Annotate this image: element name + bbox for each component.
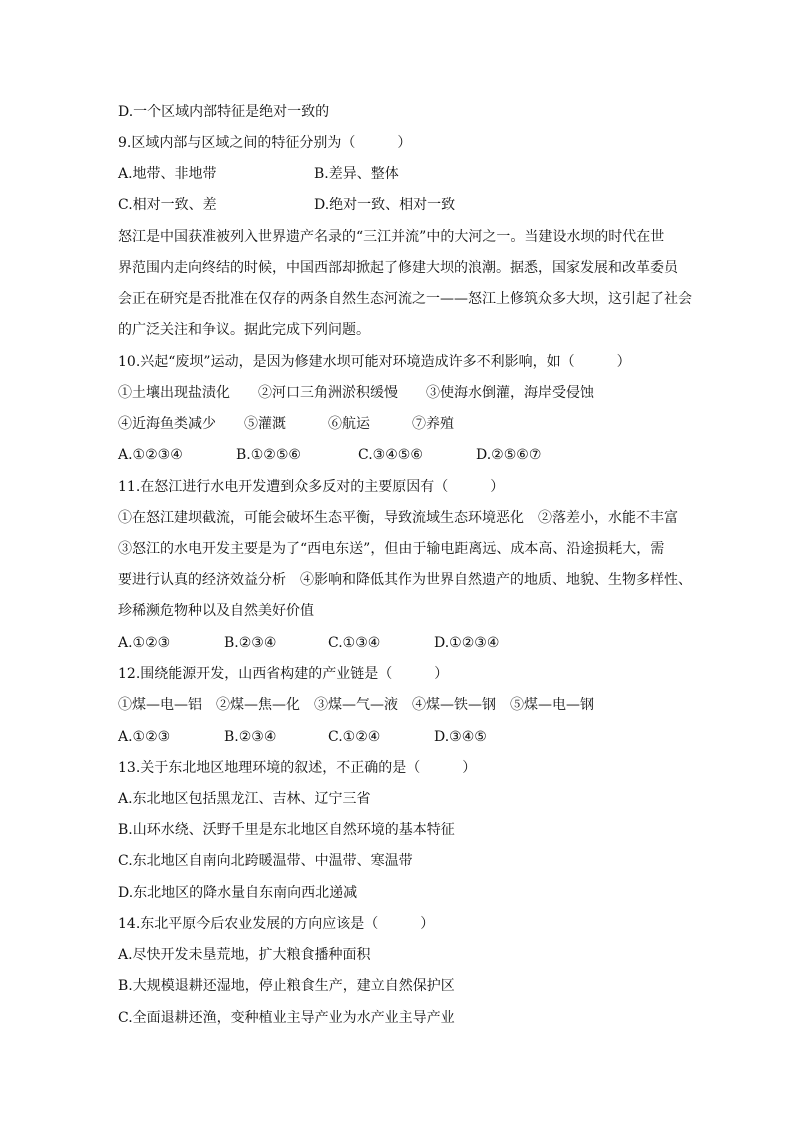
q10-statements-1: ①土壤出现盐渍化 ②河口三角洲淤积缓慢 ③使海水倒灌，海岸受侵蚀 bbox=[118, 385, 594, 401]
q11-statements-4: 珍稀濒危物种以及自然美好价值 bbox=[118, 603, 314, 619]
q14-option-b: B.大规模退耕还湿地，停止粮食生产，建立自然保护区 bbox=[118, 978, 455, 994]
q9-option-c: C.相对一致、差 bbox=[118, 197, 217, 213]
q10-stem: 10.兴起“废坝”运动，是因为修建水坝可能对环境造成许多不利影响，如（ ） bbox=[118, 354, 631, 370]
q9-stem: 9.区域内部与区域之间的特征分别为（ ） bbox=[118, 135, 412, 151]
q13-stem: 13.关于东北地区地理环境的叙述，不正确的是（ ） bbox=[118, 760, 477, 776]
q11-statements-3: 要进行认真的经济效益分析 ④影响和降低其作为世界自然遗产的地质、地貌、生物多样性、 bbox=[118, 572, 692, 588]
q11-statements-2: ③怒江的水电开发主要是为了“西电东送”，但由于输电距离远、成本高、沿途损耗大，需 bbox=[118, 541, 665, 557]
q10-statements-2: ④近海鱼类减少 ⑤灌溉 ⑥航运 ⑦养殖 bbox=[118, 416, 454, 432]
q8-option-d: D.一个区域内部特征是绝对一致的 bbox=[118, 104, 330, 120]
q13-option-a: A.东北地区包括黑龙江、吉林、辽宁三省 bbox=[118, 791, 371, 807]
q14-option-a: A.尽快开发未垦荒地，扩大粮食播种面积 bbox=[118, 947, 371, 963]
q10-option-a: A.①②③④ bbox=[118, 447, 183, 463]
q11-option-c: C.①③④ bbox=[328, 635, 381, 651]
q12-option-d: D.③④⑤ bbox=[434, 729, 487, 745]
q14-option-c: C.全面退耕还渔，变种植业主导产业为水产业主导产业 bbox=[118, 1010, 455, 1026]
q14-stem: 14.东北平原今后农业发展的方向应该是（ ） bbox=[118, 916, 435, 932]
q12-option-a: A.①②③ bbox=[118, 729, 171, 745]
q10-option-b: B.①②⑤⑥ bbox=[236, 447, 301, 463]
q9-option-a: A.地带、非地带 bbox=[118, 166, 217, 182]
q10-option-c: C.③④⑤⑥ bbox=[358, 447, 423, 463]
q12-option-c: C.①②④ bbox=[328, 729, 381, 745]
q11-option-d: D.①②③④ bbox=[434, 635, 500, 651]
q9-option-d: D.绝对一致、相对一致 bbox=[314, 197, 456, 213]
passage-line-3: 会正在研究是否批准在仅存的两条自然生态河流之一——怒江上修筑众多大坝，这引起了社会 bbox=[118, 291, 692, 307]
q13-option-b: B.山环水绕、沃野千里是东北地区自然环境的基本特征 bbox=[118, 822, 455, 838]
q11-statements-1: ①在怒江建坝截流，可能会破坏生态平衡，导致流域生态环境恶化 ②落差小，水能不丰富 bbox=[118, 510, 678, 526]
q12-option-b: B.②③④ bbox=[224, 729, 277, 745]
q11-option-a: A.①②③ bbox=[118, 635, 171, 651]
q12-statements: ①煤—电—铝 ②煤—焦—化 ③煤—气—液 ④煤—铁—钢 ⑤煤—电—钢 bbox=[118, 697, 594, 713]
q11-option-b: B.②③④ bbox=[224, 635, 277, 651]
q9-option-b: B.差异、整体 bbox=[314, 166, 399, 182]
passage-line-4: 的广泛关注和争议。据此完成下列问题。 bbox=[118, 322, 370, 338]
q12-stem: 12.围绕能源开发，山西省构建的产业链是（ ） bbox=[118, 666, 449, 682]
q13-option-d: D.东北地区的降水量自东南向西北递减 bbox=[118, 885, 358, 901]
q13-option-c: C.东北地区自南向北跨暖温带、中温带、寒温带 bbox=[118, 853, 413, 869]
q10-option-d: D.②⑤⑥⑦ bbox=[476, 447, 542, 463]
passage-line-1: 怒江是中国获准被列入世界遗产名录的“三江并流”中的大河之一。当建设水坝的时代在世 bbox=[118, 229, 665, 245]
passage-line-2: 界范围内走向终结的时候，中国西部却掀起了修建大坝的浪潮。据悉，国家发展和改革委员 bbox=[118, 260, 678, 276]
q11-stem: 11.在怒江进行水电开发遭到众多反对的主要原因有（ ） bbox=[118, 479, 505, 495]
